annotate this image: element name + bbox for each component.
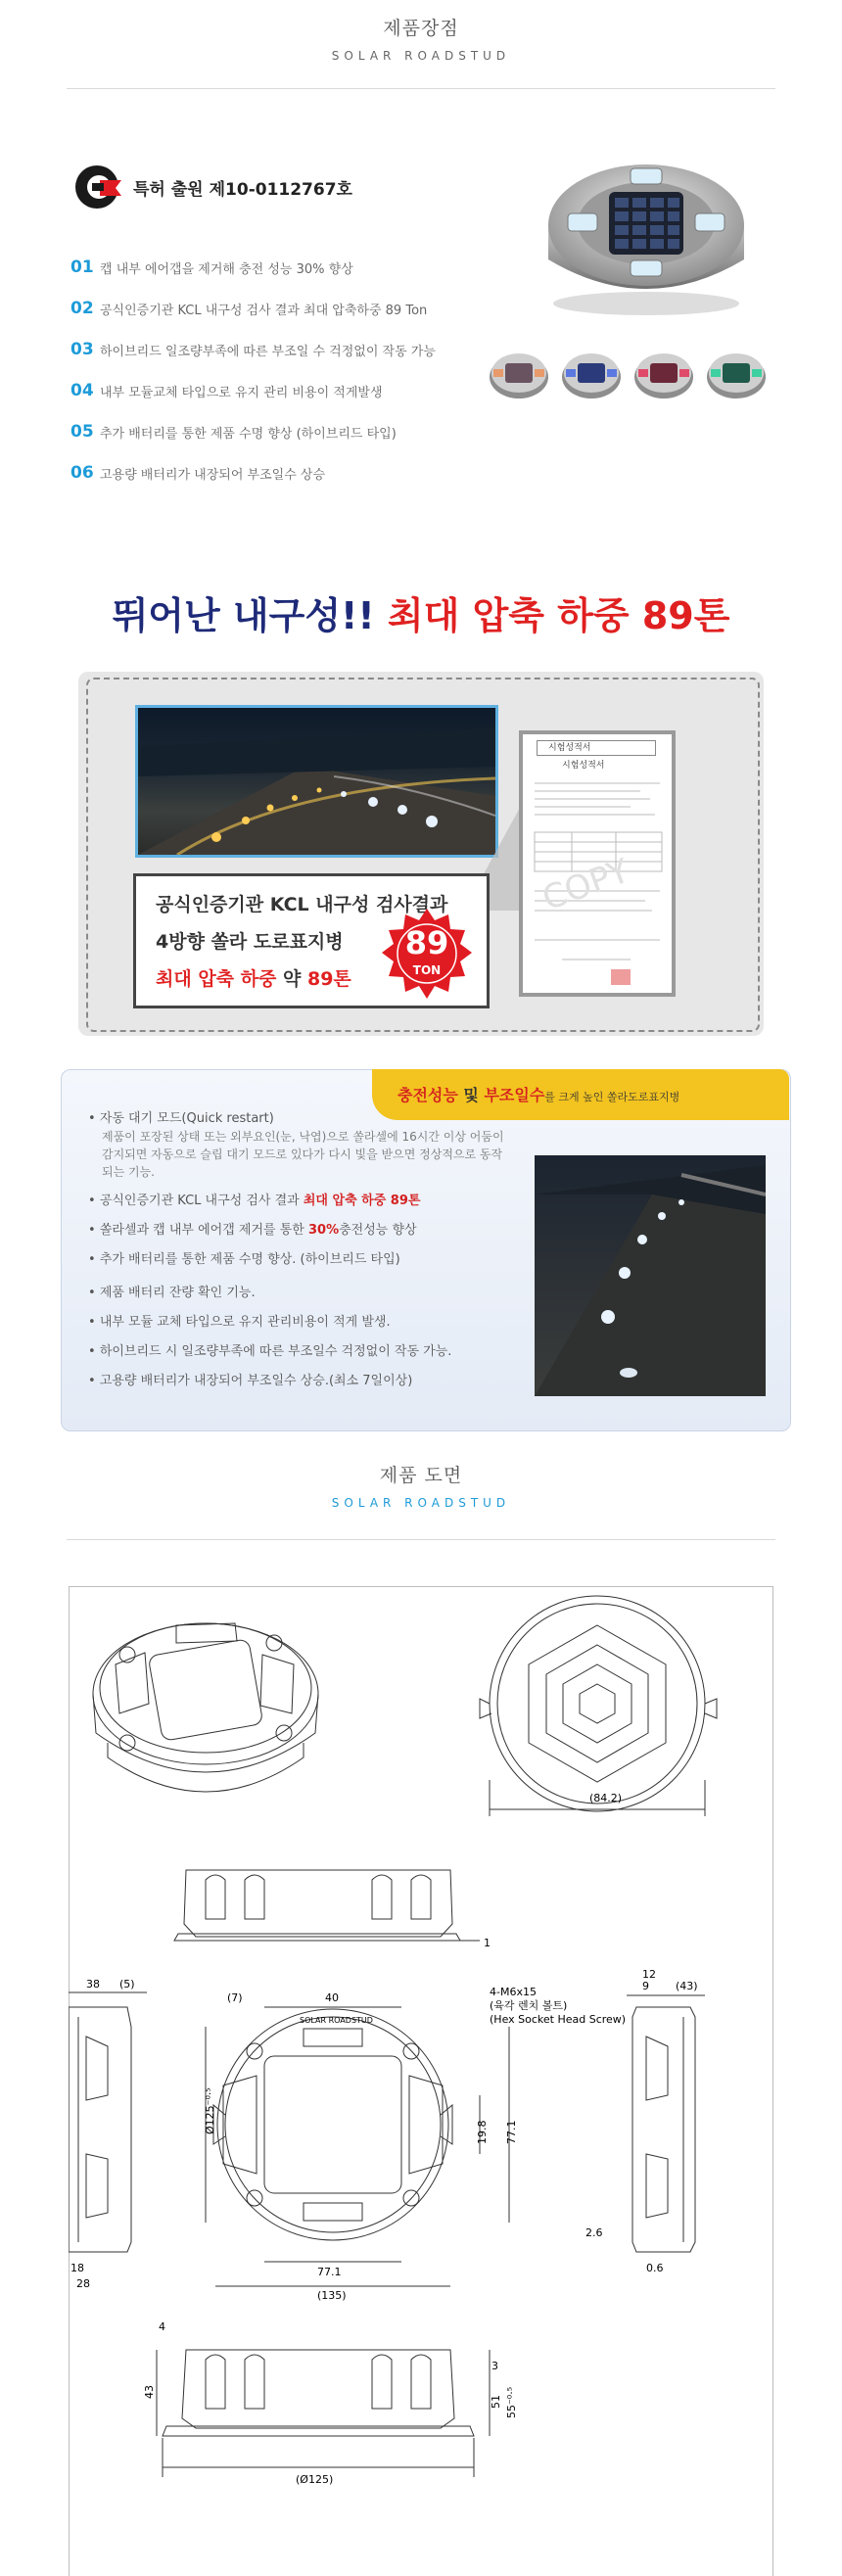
dim-135: (135)	[317, 2289, 347, 2302]
panel-bullet: • 추가 배터리를 통한 제품 수명 향상. (하이브리드 타입)	[88, 1252, 400, 1267]
certificate-title: 시험성적서	[548, 743, 591, 753]
patent-label: 특허 출원	[133, 179, 204, 200]
test-certificate	[519, 730, 676, 997]
dim-84: (84.2)	[589, 1792, 623, 1804]
panel-bullet: • 공식인증기관 KCL 내구성 검사 결과 최대 압축 하중 89톤	[88, 1194, 421, 1208]
divider	[67, 1539, 775, 1540]
section2-title: 제품 도면	[379, 1465, 463, 1486]
section1-title: 제품장점	[383, 18, 459, 39]
patent-row	[70, 159, 352, 215]
divider	[67, 88, 775, 89]
dim-3: 3	[491, 2360, 498, 2372]
dim-51: 51	[490, 2395, 502, 2409]
section1-subtitle: SOLAR ROADSTUD	[331, 49, 511, 63]
patent-number: 제10-0112767호	[209, 179, 352, 200]
dim-40: 40	[325, 1991, 339, 2004]
svg-text:COPY: COPY	[537, 851, 635, 919]
patent-logo-icon	[70, 159, 127, 215]
dim-phi125: (Ø125)	[296, 2473, 334, 2486]
panel-bullet: • 고용량 배터리가 내장되어 부조일수 상승.(최소 7일이상)	[88, 1374, 413, 1388]
drawing-brand-label: SOLAR ROADSTUD	[300, 2016, 373, 2025]
feature-item: 01 캡 내부 에어갭을 제거해 충전 성능 30% 향상	[70, 258, 353, 277]
dim-55: 55⁻⁰·⁵	[505, 2386, 518, 2418]
dim-4: 4	[159, 2320, 165, 2333]
badge-unit: TON	[412, 963, 442, 977]
dim-43: 43	[143, 2385, 156, 2399]
night-road-photo	[535, 1155, 766, 1396]
feature-item: 06 고용량 배터리가 내장되어 부조일수 상승	[70, 463, 326, 483]
caption-line2: 4방향 쏠라 도로표지병	[156, 931, 344, 953]
certificate-subtitle: 시험성적서	[562, 761, 605, 771]
dim-5: (5)	[119, 1978, 135, 1991]
dim-1: 1	[484, 1937, 491, 1949]
dim-19-8: 19.8	[476, 2120, 489, 2144]
feature-item: 02 공식인증기관 KCL 내구성 검사 결과 최대 압축하중 89 Ton	[70, 299, 428, 318]
technical-drawing	[69, 1586, 772, 2575]
dim-38: 38	[86, 1978, 100, 1991]
dim-12: 12	[642, 1968, 656, 1981]
panel-bullet: • 하이브리드 시 일조량부족에 따른 부조일수 걱정없이 작동 가능.	[88, 1344, 452, 1359]
dim-0-6: 0.6	[646, 2262, 664, 2274]
dim-18: 18	[70, 2262, 84, 2274]
bolt-spec: 4-M6x15	[490, 1986, 537, 1998]
dim-43b: (43)	[676, 1980, 698, 1992]
dim-77-1v: 77.1	[505, 2120, 518, 2144]
dim-diameter: Ø125⁻⁰·⁵	[204, 2087, 216, 2134]
panel-bullet: • 자동 대기 모드(Quick restart) 제품이 포장된 상태 또는 외부요인(눈, 낙엽)으로 쏠라셀에 16시간 이상 어둠이 감지되면 자동으로 슬립 대기 모드로 있다가 다시 빛을 받으면 정상적으로 동작 되는 기능.	[88, 1111, 504, 1179]
dim-77-1h: 77.1	[317, 2266, 342, 2278]
panel-bullet: • 내부 모듈 교체 타입으로 유지 관리비용이 적게 발생.	[88, 1315, 391, 1330]
feature-item: 04 내부 모듈교체 타입으로 유지 관리 비용이 적게발생	[70, 381, 383, 400]
product-color-variants	[488, 340, 770, 404]
panel-tab: 충전성능 및 부조일수를 크게 높인 쏠라도로표지병	[372, 1069, 789, 1120]
panel-bullet: • 쏠라셀과 캡 내부 에어갭 제거를 통한 30%충전성능 향상	[88, 1223, 417, 1238]
durability-headline: 뛰어난 내구성!! 최대 압축 하중 89톤	[112, 594, 730, 637]
dim-7: (7)	[227, 1991, 243, 2004]
caption-line1: 공식인증기관 KCL 내구성 검사결과	[156, 894, 448, 915]
road-night-photo	[135, 705, 498, 858]
panel-bullet: • 제품 배터리 잔량 확인 기능.	[88, 1286, 256, 1300]
ton-badge	[380, 907, 474, 1001]
bolt-spec-en: (Hex Socket Head Screw)	[490, 2013, 627, 2026]
section2-subtitle: SOLAR ROADSTUD	[331, 1496, 511, 1510]
badge-number: 89	[404, 924, 449, 961]
feature-item: 03 하이브리드 일조량부족에 따른 부조일 수 걱정없이 작동 가능	[70, 340, 436, 359]
caption-line3: 최대 압축 하중 약 89톤	[156, 968, 351, 990]
dim-9: 9	[642, 1980, 649, 1992]
dim-2-6: 2.6	[585, 2226, 603, 2239]
feature-item: 05 추가 배터리를 통한 제품 수명 향상 (하이브리드 타입)	[70, 422, 397, 442]
product-main-image	[529, 127, 764, 323]
bolt-spec-kr: (육각 렌치 볼트)	[490, 1999, 568, 2012]
dim-28: 28	[76, 2277, 90, 2290]
